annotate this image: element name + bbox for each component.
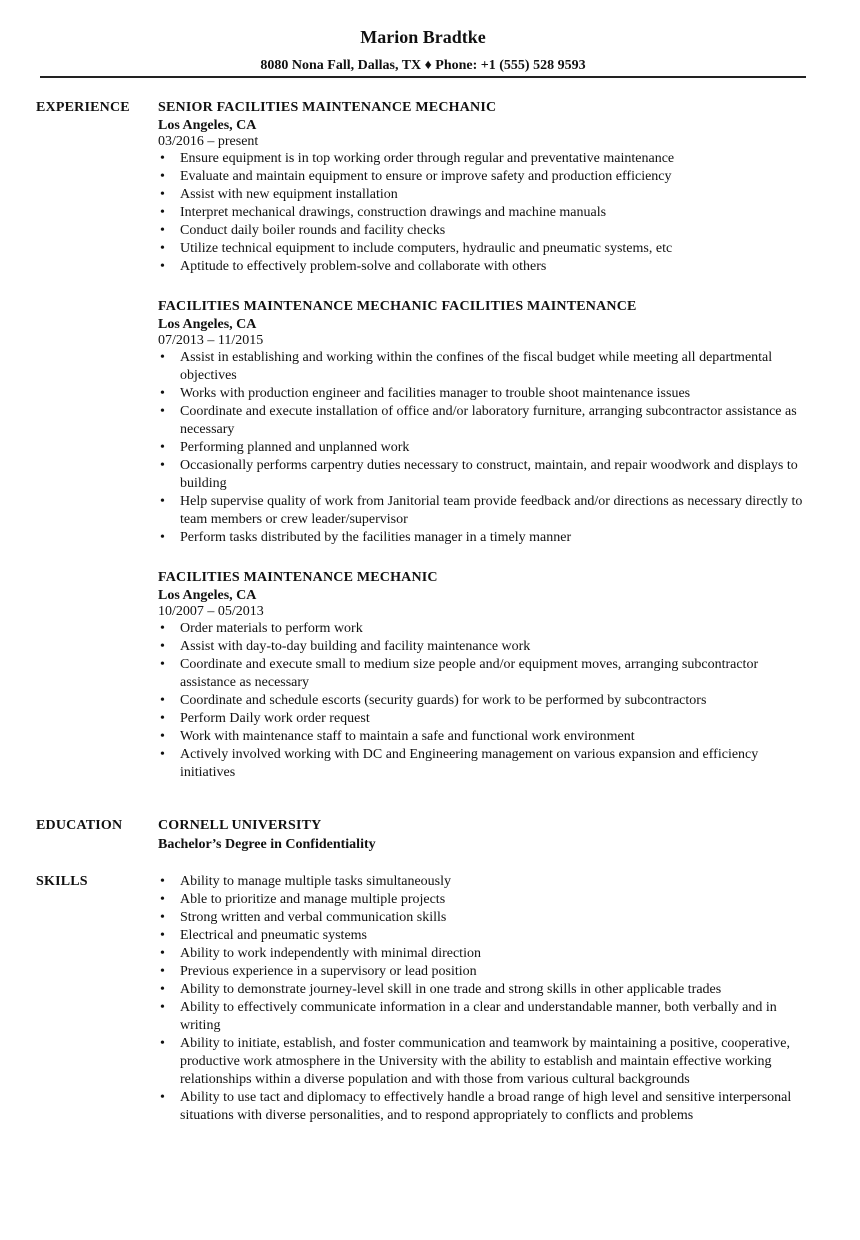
job-location: Los Angeles, CA: [158, 118, 257, 133]
job-bullet: • Coordinate and execute small to medium size people and/or equipment moves, arranging subcontractor assistance as necessary: [158, 656, 808, 692]
job-bullet: • Ensure equipment is in top working order through regular and preventative maintenance: [158, 150, 808, 168]
job-title: FACILITIES MAINTENANCE MECHANIC: [158, 570, 438, 585]
candidate-name: Marion Bradtke: [360, 27, 486, 47]
skill-item: • Ability to demonstrate journey-level skill in one trade and strong skills in other applicable trades: [158, 981, 808, 999]
job-location: Los Angeles, CA: [158, 317, 257, 332]
job-location: Los Angeles, CA: [158, 588, 257, 603]
job-bullets: [158, 620, 808, 782]
job-title: FACILITIES MAINTENANCE MECHANIC FACILITIES MAINTENANCE: [158, 299, 637, 314]
job-entry: [158, 569, 808, 782]
job-bullet: • Evaluate and maintain equipment to ensure or improve safety and production efficiency: [158, 168, 808, 186]
skill-item: • Previous experience in a supervisory or lead position: [158, 963, 808, 981]
education-entry: [158, 817, 808, 855]
job-bullet: • Occasionally performs carpentry duties necessary to construct, maintain, and repair woodwork and displays to building: [158, 457, 808, 493]
job-bullet: • Coordinate and schedule escorts (security guards) for work to be performed by subcontractors: [158, 692, 808, 710]
job-dates: 07/2013 – 11/2015: [158, 333, 264, 348]
school-name: CORNELL UNIVERSITY: [158, 818, 322, 833]
job-bullets: [158, 349, 808, 547]
degree-name: Bachelor’s Degree in Confidentiality: [158, 837, 376, 852]
section-label-experience: EXPERIENCE: [36, 100, 130, 115]
skill-item: • Ability to use tact and diplomacy to effectively handle a broad range of high level and sensitive interpersonal situations with diverse personalities, and to respond appropriately to conflicts and problems: [158, 1089, 808, 1125]
job-bullet: • Assist with day-to-day building and facility maintenance work: [158, 638, 808, 656]
job-bullet: • Conduct daily boiler rounds and facility checks: [158, 222, 808, 240]
contact-line: 8080 Nona Fall, Dallas, TX ♦ Phone: +1 (555) 528 9593: [260, 58, 586, 73]
job-bullet: • Help supervise quality of work from Janitorial team provide feedback and/or directions as necessary directly to team members or crew leader/supervisor: [158, 493, 808, 529]
job-entry: [158, 99, 808, 276]
skill-item: • Ability to effectively communicate information in a clear and understandable manner, both verbally and in writing: [158, 999, 808, 1035]
skill-item: • Strong written and verbal communication skills: [158, 909, 808, 927]
job-bullet: • Perform tasks distributed by the facilities manager in a timely manner: [158, 529, 808, 547]
job-bullet: • Works with production engineer and facilities manager to trouble shoot maintenance issues: [158, 385, 808, 403]
section-label-skills: SKILLS: [36, 874, 88, 889]
resume-header: [40, 26, 806, 75]
skill-item: • Ability to work independently with minimal direction: [158, 945, 808, 963]
skill-item: • Electrical and pneumatic systems: [158, 927, 808, 945]
job-bullet: • Assist in establishing and working within the confines of the fiscal budget while meeting all departmental objectives: [158, 349, 808, 385]
job-bullet: • Interpret mechanical drawings, construction drawings and machine manuals: [158, 204, 808, 222]
experience-list: [158, 99, 808, 804]
section-label-education: EDUCATION: [36, 818, 123, 833]
skill-item: • Able to prioritize and manage multiple projects: [158, 891, 808, 909]
job-bullet: • Coordinate and execute installation of office and/or laboratory furniture, arranging subcontractor assistance as necessary: [158, 403, 808, 439]
job-bullet: • Assist with new equipment installation: [158, 186, 808, 204]
job-bullet: • Perform Daily work order request: [158, 710, 808, 728]
job-bullets: [158, 150, 808, 276]
job-bullet: • Actively involved working with DC and Engineering management on various expansion and efficiency initiatives: [158, 746, 808, 782]
job-bullet: • Utilize technical equipment to include computers, hydraulic and pneumatic systems, etc: [158, 240, 808, 258]
job-dates: 03/2016 – present: [158, 134, 259, 149]
skill-item: • Ability to manage multiple tasks simultaneously: [158, 873, 808, 891]
skills-list-container: [158, 873, 808, 1125]
skills-list: [158, 873, 808, 1125]
job-title: SENIOR FACILITIES MAINTENANCE MECHANIC: [158, 100, 497, 115]
job-bullet: • Order materials to perform work: [158, 620, 808, 638]
job-bullet: • Work with maintenance staff to maintain a safe and functional work environment: [158, 728, 808, 746]
skill-item: • Ability to initiate, establish, and foster communication and teamwork by maintaining a positive, cooperative, productive work atmosphere in the University with the ability to establish and maintain effective working relationships within a diverse population and with those from various cultural backgrounds: [158, 1035, 808, 1089]
header-divider: [40, 76, 806, 78]
job-bullet: • Performing planned and unplanned work: [158, 439, 808, 457]
job-bullet: • Aptitude to effectively problem-solve and collaborate with others: [158, 258, 808, 276]
job-entry: [158, 298, 808, 547]
job-dates: 10/2007 – 05/2013: [158, 604, 264, 619]
